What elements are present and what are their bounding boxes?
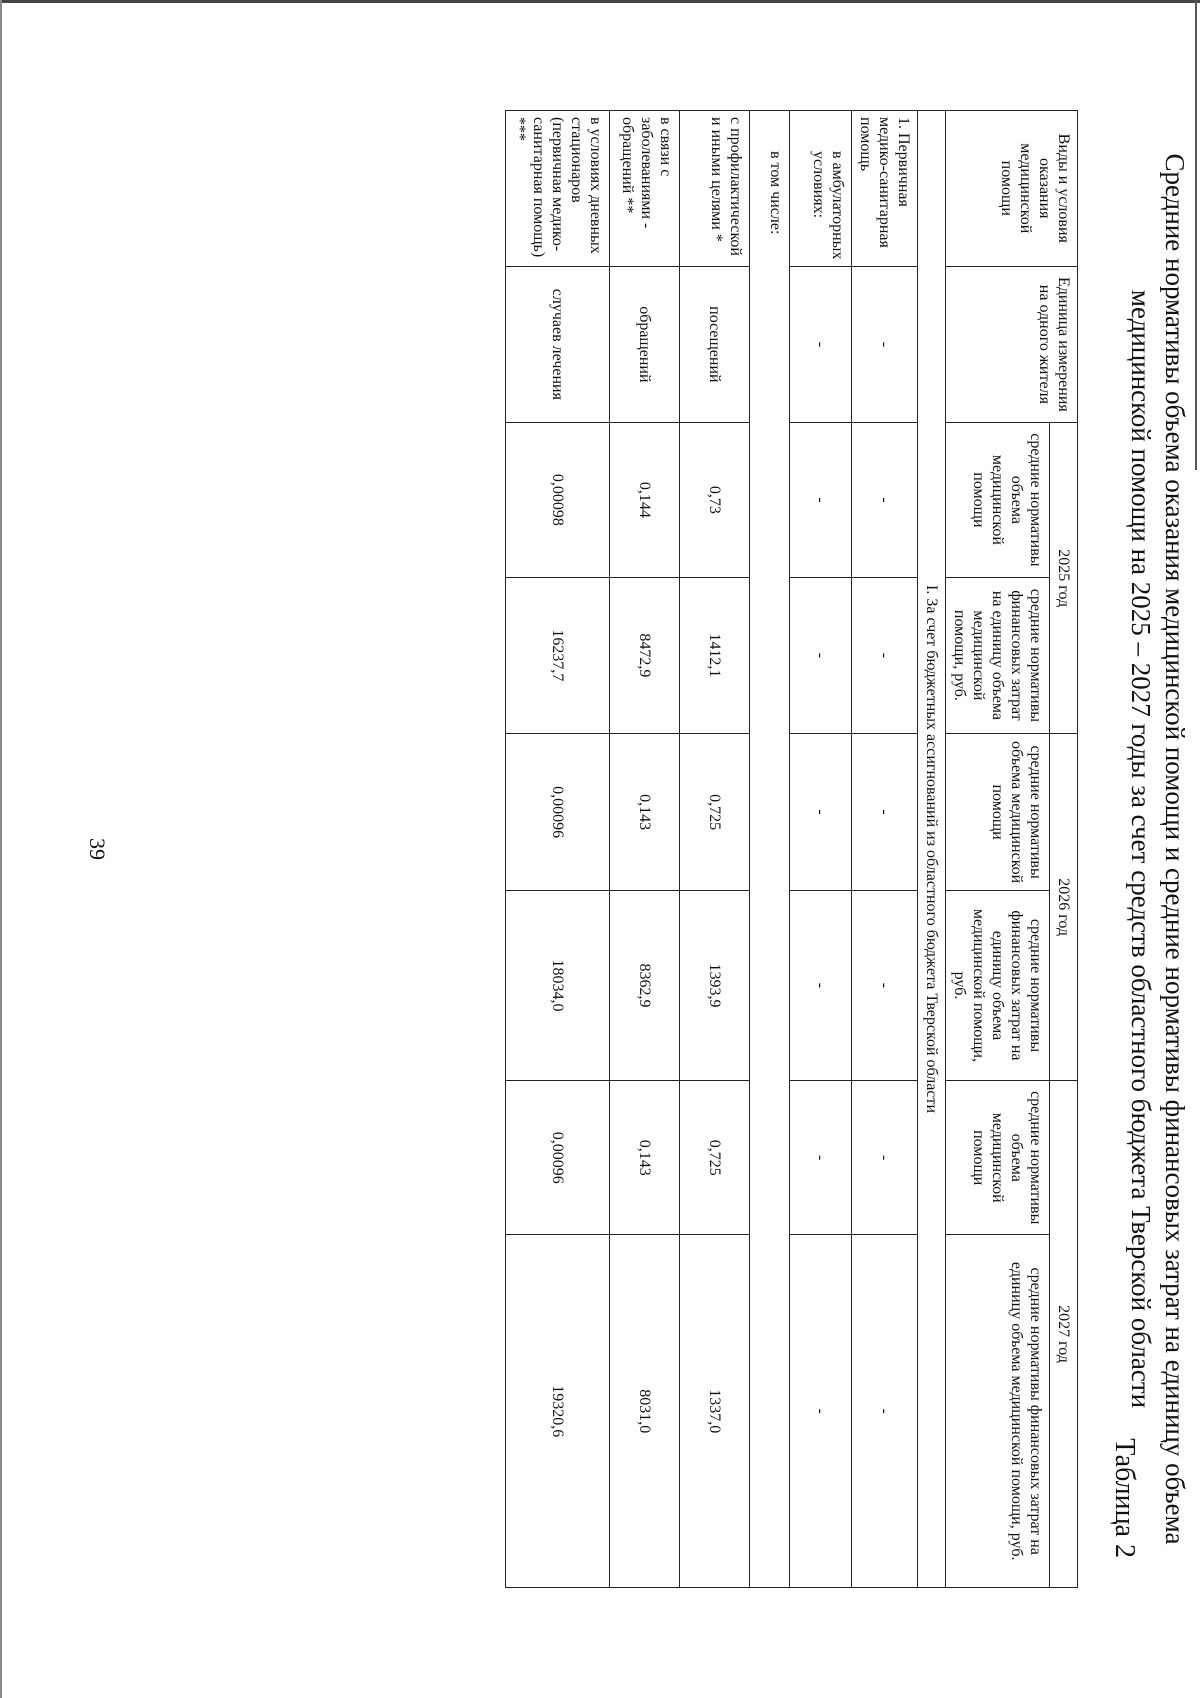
row-label: в условиях дневных стационаров (первичная медико-санитарная помощь) *** [506, 111, 610, 267]
header-cost-2025: средние нормативы финансовых затрат на единицу объема медицинской помощи, руб. [946, 577, 1050, 734]
table-row [680, 111, 750, 1588]
cell-unit: обращений [610, 266, 680, 423]
cell-volume-2027: - [790, 1081, 852, 1235]
cell-volume-2026: - [790, 734, 852, 891]
header-cost-2026: средние нормативы финансовых затрат на единицу объема медицинской помощи, руб. [946, 890, 1050, 1080]
cell-volume-2025: - [852, 423, 918, 577]
page-number: 39 [85, 838, 110, 860]
cell-unit: посещений [680, 266, 750, 423]
header-row-years [1050, 111, 1078, 1588]
cell-cost-2027: 1337,0 [680, 1235, 750, 1588]
cell-cost-2025: - [852, 577, 918, 734]
cell-cost-2026: 18034,0 [506, 890, 610, 1080]
row-label: в том числе: [750, 111, 790, 1588]
header-volume-2027: средние нормативы объема медицинской помощи [946, 1081, 1050, 1235]
section-row [918, 111, 946, 1588]
row-label: с профилактической и иными целями * [680, 111, 750, 267]
header-volume-2026: средние нормативы объема медицинской помощи [946, 734, 1050, 891]
header-unit: Единица измерения на одного жителя [946, 266, 1078, 423]
document-title: Средние нормативы объема оказания медицинской помощи и средние нормативы финансовых затрат на единицу объема медицинской помощи на 2025 – 2027 годы за счет средств областного бюджета Тверской области [1126, 153, 1190, 1545]
header-cost-2027: средние нормативы финансовых затрат на единицу объема медицинской помощи, руб. [946, 1235, 1050, 1588]
table-row [750, 111, 790, 1588]
cell-volume-2027: 0,143 [610, 1081, 680, 1235]
cell-volume-2025: 0,00098 [506, 423, 610, 577]
cell-cost-2027: - [790, 1235, 852, 1588]
table-row [852, 111, 918, 1588]
header-year-2025: 2025 год [1050, 423, 1078, 734]
cell-volume-2026: 0,725 [680, 734, 750, 891]
cell-volume-2025: - [790, 423, 852, 577]
table-row [790, 111, 852, 1588]
cell-cost-2025: 16237,7 [506, 577, 610, 734]
row-label: в связи с заболеваниями - обращений ** [610, 111, 680, 267]
cell-volume-2027: - [852, 1081, 918, 1235]
cell-volume-2027: 0,725 [680, 1081, 750, 1235]
header-volume-2025: средние нормативы объема медицинской помощи [946, 423, 1050, 577]
cell-cost-2027: - [852, 1235, 918, 1588]
cell-cost-2025: 1412,1 [680, 577, 750, 734]
cell-unit: - [790, 266, 852, 423]
table-label: Таблица 2 [1109, 1438, 1140, 1558]
cell-cost-2025: - [790, 577, 852, 734]
cell-volume-2026: - [852, 734, 918, 891]
cell-cost-2026: 1393,9 [680, 890, 750, 1080]
section-title: I. За счет бюджетных ассигнований из областного бюджета Тверской области [918, 111, 946, 1588]
cell-cost-2026: - [852, 890, 918, 1080]
cell-cost-2025: 8472,9 [610, 577, 680, 734]
cell-cost-2026: - [790, 890, 852, 1080]
cell-volume-2026: 0,143 [610, 734, 680, 891]
cell-cost-2027: 19320,6 [506, 1235, 610, 1588]
header-kind: Виды и условия оказания медицинской помощи [946, 111, 1078, 267]
header-year-2026: 2026 год [1050, 734, 1078, 1081]
norms-table [505, 110, 1078, 1588]
table-row [506, 111, 610, 1588]
cell-volume-2025: 0,73 [680, 423, 750, 577]
cell-volume-2025: 0,144 [610, 423, 680, 577]
cell-cost-2026: 8362,9 [610, 890, 680, 1080]
cell-volume-2026: 0,00096 [506, 734, 610, 891]
cell-cost-2027: 8031,0 [610, 1235, 680, 1588]
cell-unit: - [852, 266, 918, 423]
table-row [610, 111, 680, 1588]
row-label: 1. Первичная медико-санитарная помощь [852, 111, 918, 267]
row-label: в амбулаторных условиях: [790, 111, 852, 267]
header-year-2027: 2027 год [1050, 1081, 1078, 1588]
cell-unit: случаев лечения [506, 266, 610, 423]
cell-volume-2027: 0,00096 [506, 1081, 610, 1235]
